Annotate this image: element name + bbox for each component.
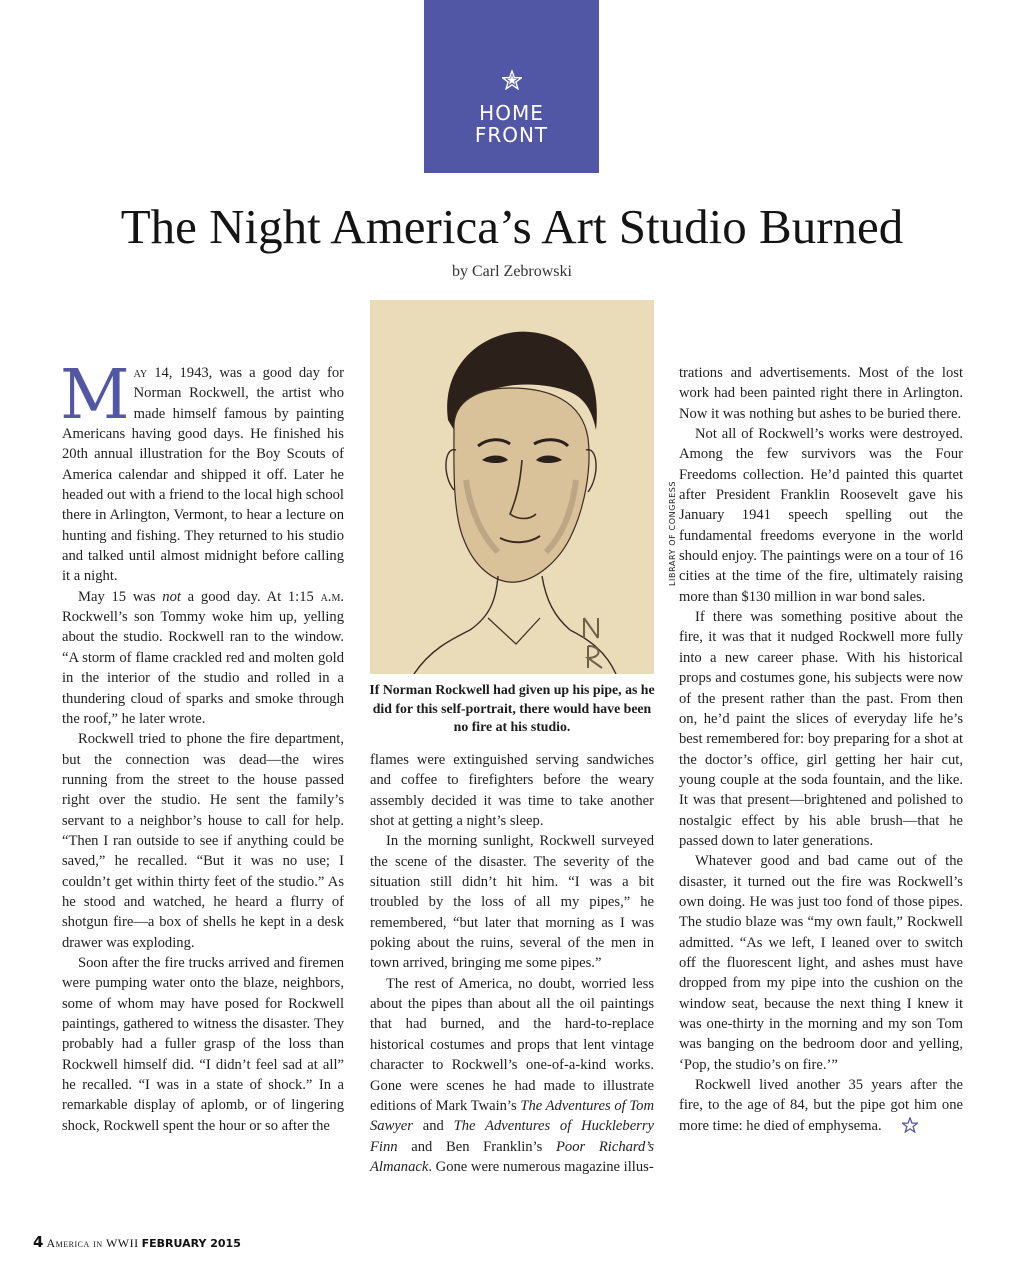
section-label-line1: HOME <box>479 101 544 125</box>
self-portrait-sketch <box>370 300 654 674</box>
paragraph: Rockwell lived another 35 years after the fire, to the age of 84, but the pipe got him one more time: he died of emphysema. <box>679 1075 963 1139</box>
paragraph: Soon after the fire trucks arrived and firemen were pumping water onto the blaze, neighbors, some of whom may have posed for Rockwell paintings, gathered to witness the disaster. They probably had a fuller grasp of the loss than Rockwell himself did. “I didn’t feel sad at all” he recalled. “I was in a state of shock.” In a remarkable display of aplomb, or of lingering shock, Rockwell spent the hour or so after the <box>62 954 344 1134</box>
section-label-line2: FRONT <box>474 123 549 147</box>
paragraph-continued: flames were extinguished serving sandwiches and coffee to firefighters before the weary assembly decided it was time to take another shot at getting a night’s sleep. <box>370 752 654 830</box>
paragraph: The rest of America, no doubt, worried less about the pipes than about all the oil paintings that had burned, and the hard-to-replace historical costumes and props that lent vintage character to Rockwell’s one-of-a-kind works. Gone were scenes he had made to illustrate editions of Mark Twain’s The Adventures of Tom Sawyer and The Adventures of Huckleberry Finn and Ben Franklin’s Poor Richard’s Almanack. Gone were numerous magazine illus- <box>370 975 655 1175</box>
portrait-image <box>370 300 654 674</box>
paragraph: Rockwell tried to phone the fire department, but the connection was dead—the wires running from the street to the house passed right over the studio. He sent the family’s servant to a neighbor’s house to call for help. “Then I ran outside to see if anything could be saved,” he recalled. “But it was no use; I couldn’t get within thirty feet of the studio.” As he stood and watched, he heard a flurry of shotgun fire—a box of shells he kept in a desk drawer was exploding. <box>62 731 344 951</box>
column-3 <box>679 363 963 1139</box>
paragraph: May 14, 1943, was a good day for Norman Rockwell, the artist who made himself famous by painting Americans having good days. He finished his 20th annual illustration for the Boy Scouts of America calendar and shipped it off. Later he headed out with a friend to the local high school there in Arlington, Vermont, to hear a lecture on hunting and fishing. They returned to his studio and talked until almost midnight before calling it a night. <box>60 356 344 585</box>
magazine-name: America in WWII <box>46 1236 139 1250</box>
paragraph: Whatever good and bad came out of the disaster, it turned out the fire was Rockwell’s own doing. He was just too fond of those pipes. The studio blaze was “my own fault,” Rockwell admitted. “As we left, I leaned over to switch off the fluorescent light, and ashes must have dropped from my pipe into the cushion on the window seat, because the next thing I knew it was one-thirty in the morning and my son Tom was banging on the bedroom door and yelling, ‘Pop, the studio’s on fire.’” <box>679 853 963 1073</box>
paragraph: In the morning sunlight, Rockwell surveyed the scene of the disaster. The severity of the situation still didn’t hit him. “I was a bit troubled by the loss of all my pipes,” he remembered, “but later that morning as I was poking about the ruins, several of the men in town arrived, bringing me some pipes.” <box>370 833 654 972</box>
figure-caption: If Norman Rockwell had given up his pipe, as he did for this self-portrait, there would have been no fire at his studio. <box>369 682 655 734</box>
end-star-icon <box>886 1117 918 1139</box>
page-footer <box>33 1233 241 1251</box>
paragraph: Not all of Rockwell’s works were destroyed. Among the few survivors was the Four Freedoms collection. He’d painted this quartet after President Franklin Roosevelt gave his January 1941 speech spelling out the fundamental freedoms everyone in the world should enjoy. The paintings were on a tour of 16 cities at the time of the fire, ultimately raising more than $130 million in war bond sales. <box>679 426 963 605</box>
paragraph-continued: trations and advertisements. Most of the lost work had been painted right there in Arlington. Now it was nothing but ashes to be buried there. <box>679 365 963 422</box>
star-icon <box>424 70 599 90</box>
drop-cap: M <box>60 356 130 435</box>
byline: by Carl Zebrowski <box>452 263 572 280</box>
page-number: 4 <box>33 1233 44 1251</box>
column-1 <box>60 356 344 1136</box>
section-banner <box>424 0 599 173</box>
issue-date: FEBRUARY 2015 <box>141 1237 241 1250</box>
column-2 <box>370 750 654 1177</box>
article-title: The Night America’s Art Studio Burned <box>120 199 904 254</box>
paragraph: May 15 was not a good day. At 1:15 a.m. Rockwell’s son Tommy woke him up, yelling about the studio. Rockwell ran to the window. “A storm of flame crackled red and molten gold in the interior of the studio and rolled in a thundering cloud of sparks and smoke through the roof,” he later wrote. <box>62 588 344 727</box>
paragraph: If there was something positive about the fire, it was that it nudged Rockwell more fully into a new career phase. With his historical props and costumes gone, his subjects were now of the present rather than the past. From then on, he’d paint the slices of everyday life he’s best remembered for: boy preparing for a shot at the doctor’s office, girl getting her hair cut, young couple at the soda fountain, and the like. It was that present—brightened and polished to nostalgic effect by his able brush—that he passed down to later generations. <box>679 609 963 849</box>
photo-credit: LIBRARY OF CONGRESS <box>668 480 677 586</box>
